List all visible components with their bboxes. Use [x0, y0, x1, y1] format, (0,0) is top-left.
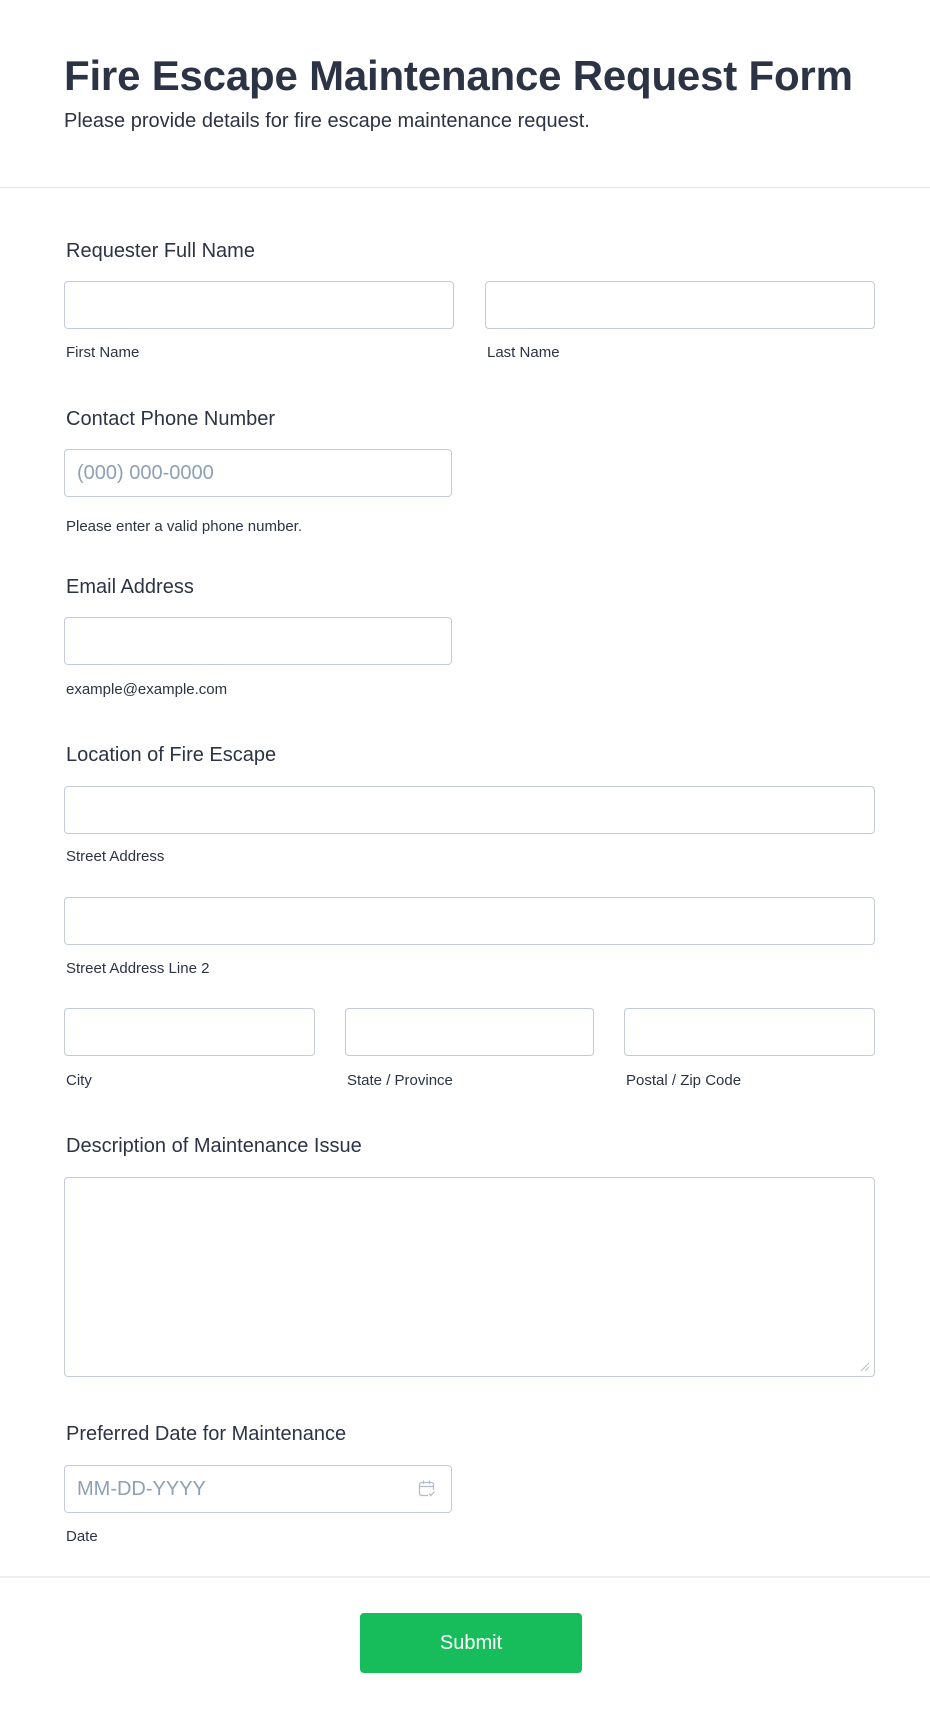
- phone-input[interactable]: [64, 449, 452, 497]
- date-input[interactable]: [64, 1465, 452, 1513]
- date-label: Preferred Date for Maintenance: [66, 1423, 347, 1445]
- resize-grip-icon[interactable]: [860, 1362, 870, 1372]
- street-address-line2-sublabel: Street Address Line 2: [66, 960, 210, 977]
- postal-zip-input[interactable]: [624, 1008, 875, 1056]
- postal-zip-sublabel: Postal / Zip Code: [626, 1072, 742, 1089]
- email-label: Email Address: [66, 576, 194, 598]
- city-input[interactable]: [64, 1008, 315, 1056]
- phone-label: Contact Phone Number: [66, 408, 276, 430]
- email-helper-text: example@example.com: [66, 681, 228, 698]
- full-name-label: Requester Full Name: [66, 240, 255, 262]
- email-input[interactable]: [64, 617, 452, 665]
- phone-helper-text: Please enter a valid phone number.: [66, 518, 302, 535]
- calendar-check-icon[interactable]: [417, 1479, 437, 1499]
- city-sublabel: City: [66, 1072, 92, 1089]
- first-name-input[interactable]: [64, 281, 454, 329]
- street-address-sublabel: Street Address: [66, 848, 165, 865]
- footer-divider: [0, 1576, 930, 1578]
- first-name-sublabel: First Name: [66, 344, 140, 361]
- last-name-input[interactable]: [485, 281, 875, 329]
- street-address-input[interactable]: [64, 786, 875, 834]
- description-textarea[interactable]: [64, 1177, 875, 1377]
- location-label: Location of Fire Escape: [66, 744, 277, 766]
- form-title: Fire Escape Maintenance Request Form: [64, 52, 853, 99]
- street-address-line2-input[interactable]: [64, 897, 875, 945]
- last-name-sublabel: Last Name: [487, 344, 560, 361]
- header-divider: [0, 187, 930, 188]
- form-subtitle: Please provide details for fire escape maintenance request.: [64, 110, 590, 132]
- state-province-sublabel: State / Province: [347, 1072, 453, 1089]
- description-label: Description of Maintenance Issue: [66, 1135, 362, 1157]
- state-province-input[interactable]: [345, 1008, 594, 1056]
- date-sublabel: Date: [66, 1528, 98, 1545]
- submit-button[interactable]: Submit: [360, 1613, 582, 1673]
